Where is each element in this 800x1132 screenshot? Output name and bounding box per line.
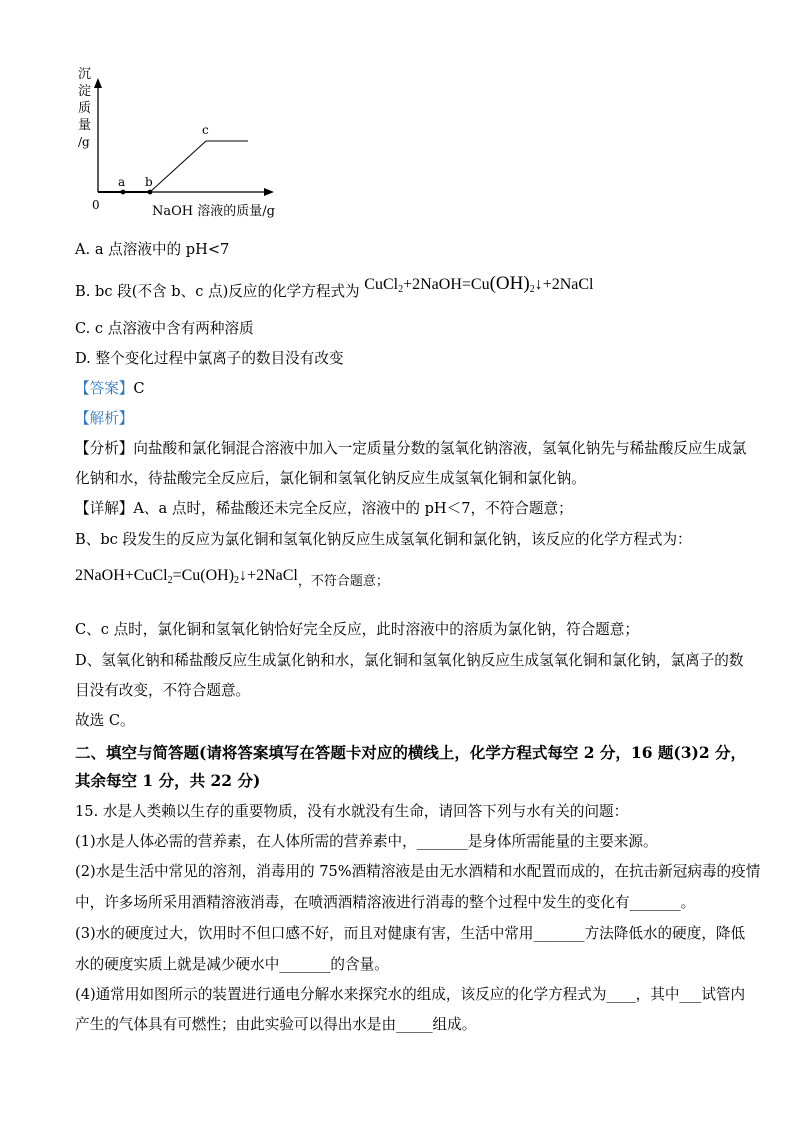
detail-line-1: 【详解】A、a 点时，稀盐酸还未完全反应，溶液中的 pH＜7，不符合题意； [75, 500, 573, 517]
y-axis-arrow [94, 78, 102, 88]
y-axis-label-5: /g [78, 135, 90, 149]
point-a-label: a [118, 175, 126, 189]
option-b-equation: $CuCl_2+2NaOH=Cu(OH)_2↓+2NaCl$ [364, 273, 594, 295]
detail-equation: $2NaOH+CuCl_2=Cu(OH)_2↓+2NaCl$ [75, 567, 298, 586]
q15-part-4-line-1: (4)通常用如图所示的装置进行通电分解水来探究水的组成，该反应的化学方程式为____，其中___试管内 [75, 986, 746, 1003]
option-b [75, 273, 594, 307]
y-axis-label-4: 量 [78, 118, 92, 133]
y-axis-label-1: 沉 [78, 67, 92, 82]
answer-value: C [133, 380, 145, 397]
section2-heading-line-1: 二、填空与简答题(请将答案填写在答题卡对应的横线上，化学方程式每空 2 分，16 题(3)2 分， [75, 743, 747, 762]
q15-part-1: (1)水是人体必需的营养素，在人体所需的营养素中，_______是身体所需能量的主要来源。 [75, 833, 658, 850]
q15-part-3-line-2: 水的硬度实质上就是减少硬水中_______的含量。 [75, 956, 389, 973]
q15-part-3-line-1: (3)水的硬度过大，饮用时不但口感不好，而且对健康有害，生活中常用_______方法降低水的硬度，降低 [75, 925, 746, 942]
q15-part-2-line-1: (2)水是生活中常见的溶剂，消毒用的 75%酒精溶液是由无水酒精和水配置而成的，在抗击新冠病毒的疫情 [75, 863, 761, 880]
analysis-tag: 【解析】 [75, 410, 134, 427]
detail-equation-line [75, 567, 389, 596]
point-c-label: c [202, 123, 209, 137]
point-a-marker [121, 190, 126, 195]
detail-line-2: B、bc 段发生的反应为氯化铜和氢氧化钠反应生成氢氧化铜和氯化钠，该反应的化学方程式为： [75, 531, 692, 548]
section2-heading-line-2: 其余每空 1 分，共 22 分) [75, 771, 261, 790]
y-axis-label-2: 淀 [78, 84, 92, 99]
point-b-marker [148, 190, 153, 195]
q15-part-4-line-2: 产生的气体具有可燃性；由此实验可以得出水是由_____组成。 [75, 1016, 477, 1033]
detail-line-5: 目没有改变，不符合题意。 [75, 682, 251, 699]
option-a: A. a 点溶液中的 pH<7 [75, 241, 230, 258]
y-axis-label-3: 质 [78, 101, 92, 116]
detail-line-3: C、c 点时，氯化铜和氢氧化钠恰好完全反应，此时溶液中的溶质为氯化钠，符合题意； [75, 621, 639, 638]
fenxi-line-1: 【分析】向盐酸和氯化铜混合溶液中加入一定质量分数的氢氧化钠溶液，氢氧化钠先与稀盐酸反应生成氯 [75, 440, 747, 457]
answer-tag: 【答案】 [75, 380, 134, 397]
q15-stem: 15. 水是人类赖以生存的重要物质，没有水就没有生命，请回答下列与水有关的问题： [75, 803, 629, 820]
point-b-label: b [145, 175, 153, 189]
option-d: D. 整个变化过程中氯离子的数目没有改变 [75, 350, 344, 367]
q15-part-2-line-2: 中，许多场所采用酒精溶液消毒，在喷洒酒精溶液进行消毒的整个过程中发生的变化有_______。 [75, 894, 696, 911]
answer-line [75, 379, 145, 399]
x-axis-label: NaOH 溶液的质量/g [152, 204, 275, 219]
option-b-text: B. bc 段(不含 b、c 点)反应的化学方程式为 [75, 283, 360, 300]
detail-line-6: 故选 C。 [75, 712, 135, 729]
precipitate-graph [70, 62, 290, 222]
option-c: C. c 点溶液中含有两种溶质 [75, 320, 254, 337]
curve-bc [150, 141, 206, 192]
x-axis-arrow [264, 188, 274, 196]
detail-equation-suffix: ，不符合题意； [297, 574, 389, 589]
fenxi-line-2: 化钠和水，待盐酸完全反应后，氯化铜和氢氧化钠反应生成氢氧化铜和氯化钠。 [75, 470, 586, 487]
origin-label: 0 [92, 198, 100, 212]
detail-line-4: D、氢氧化钠和稀盐酸反应生成氯化钠和水，氯化铜和氢氧化钠反应生成氢氧化铜和氯化钠，氯离子的数 [75, 652, 744, 669]
